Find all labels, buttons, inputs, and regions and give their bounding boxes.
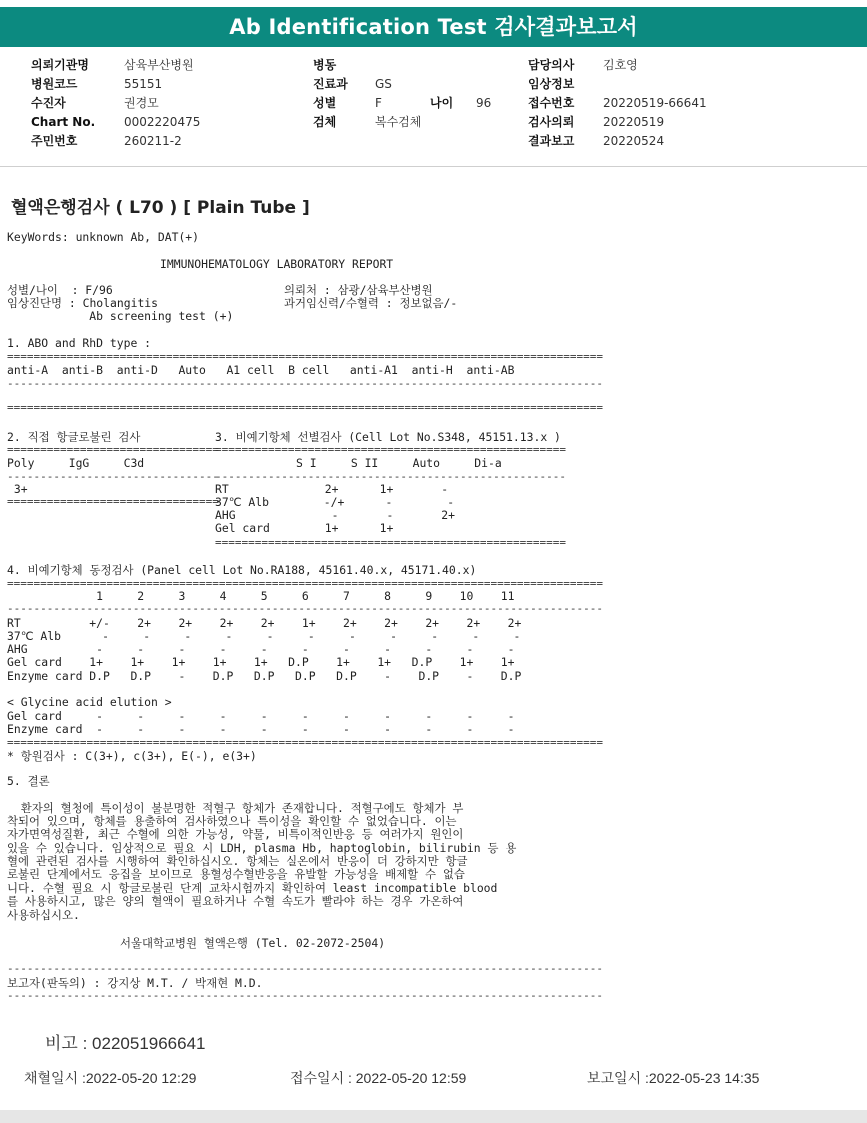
dat-values: 3+ [7, 482, 28, 496]
label-accession-no: 접수번호 [528, 96, 575, 110]
screen-row-gel: Gel card 1+ 1+ [215, 521, 394, 535]
diagnosis: 임상진단명 : Cholangitis [7, 296, 159, 310]
label-report-date: 결과보고 [528, 134, 575, 148]
label-specimen: 검체 [313, 115, 337, 129]
conclusion-line: 환자의 혈청에 특이성이 불분명한 적혈구 항체가 존재합니다. 적혈구에도 항체가 부 [7, 801, 464, 815]
collected-time: 채혈일시 :2022-05-20 12:29 [24, 1070, 197, 1086]
label-resident-no: 주민번호 [31, 134, 78, 148]
label-clinical-info: 임상정보 [528, 77, 575, 91]
conclusion-line: 있을 수 있습니다. 임상적으로 필요 시 LDH, plasma Hb, haptoglobin, bilirubin 등 용 [7, 841, 517, 855]
screen-rule: ===================================================== [215, 443, 566, 456]
conclusion-line: 착되어 있으며, 항체를 용출하여 검사하였으나 특이성을 확인할 수 없었습니다. 이는 [7, 814, 457, 828]
conclusion-line: 니다. 수혈 필요 시 항글로불린 단계 교차시험까지 확인하여 least incompatible blood [7, 881, 498, 895]
label-patient: 수진자 [31, 96, 66, 110]
received-time: 접수일시 : 2022-05-20 12:59 [290, 1070, 467, 1086]
remark-value: : 022051966641 [82, 1034, 206, 1053]
remark [45, 1029, 206, 1054]
reported-time: 보고일시 :2022-05-23 14:35 [587, 1070, 760, 1086]
value-request-date: 20220519 [603, 115, 665, 129]
reporter-rule: ------------------------------------------------------------------------------------------ [7, 962, 604, 975]
value-specimen: 복수검체 [375, 115, 422, 129]
report-title: IMMUNOHEMATOLOGY LABORATORY REPORT [160, 257, 394, 271]
screen-title: 3. 비예기항체 선별검사 (Cell Lot No.S348, 45151.13.x ) [215, 430, 561, 444]
label-chart-no: Chart No. [31, 115, 96, 129]
panel-rule: ========================================================================================== [7, 577, 604, 590]
dat-rule-3: ================================ [7, 495, 219, 508]
header-col-3 [528, 56, 707, 151]
panel-title: 4. 비예기항체 동정검사 (Panel cell Lot No.RA188, 45161.40.x, 45171.40.x) [7, 563, 477, 577]
conclusion-title: 5. 결론 [7, 774, 50, 788]
value-age: 96 [476, 96, 492, 110]
value-department: GS [375, 77, 392, 91]
conclusion-line: 사용하십시오. [7, 908, 80, 922]
value-doctor: 김호영 [603, 58, 638, 72]
diagnosis-2: Ab screening test (+) [7, 309, 234, 323]
value-report-date: 20220524 [603, 134, 665, 148]
label-institution: 의뢰기관명 [31, 58, 89, 72]
conclusion-line: 자가면역성질환, 최근 수혈에 의한 가능성, 약물, 비특이적인반응 등 여러가지 원인이 [7, 827, 464, 841]
dat-rule: ================================ [7, 443, 219, 456]
panel-rule-2: ------------------------------------------------------------------------------------------ [7, 602, 604, 615]
panel-row-rt: RT +/- 2+ 2+ 2+ 2+ 1+ 2+ 2+ 2+ 2+ 2+ [7, 616, 522, 630]
label-doctor: 담당의사 [528, 58, 575, 72]
conclusion-line: 를 사용하시고, 많은 양의 혈액이 필요하거나 수혈 속도가 빨라야 하는 경우 가온하여 [7, 894, 464, 908]
label-request-date: 검사의뢰 [528, 115, 575, 129]
sex-age: 성별/나이 : F/96 [7, 283, 113, 297]
abo-title: 1. ABO and RhD type : [7, 336, 152, 350]
screen-rule-2: ----------------------------------------------------- [215, 470, 566, 483]
screen-row-ahg: AHG - - 2+ [215, 508, 456, 522]
transfusion-history: 과거임신력/수혈력 : 정보없음/- [284, 296, 458, 310]
screen-header: S I S II Auto Di-a [296, 456, 502, 470]
screen-row-alb: 37℃ Alb -/+ - - [215, 495, 455, 509]
dat-header: Poly IgG C3d [7, 456, 145, 470]
requester: 의뢰처 : 삼광/삼육부산병원 [284, 283, 433, 297]
panel-row-gel: Gel card 1+ 1+ 1+ 1+ 1+ D.P 1+ 1+ D.P 1+ 1+ [7, 655, 515, 669]
abo-header: anti-A anti-B anti-D Auto A1 cell B cell anti-A1 anti-H anti-AB [7, 363, 515, 377]
glycine-title: < Glycine acid elution > [7, 695, 172, 709]
label-ward: 병동 [313, 58, 337, 72]
conclusion-line: 로불린 단계에서도 응집을 보이므로 용혈성수혈반응을 유발할 가능성을 배제할 수 없습 [7, 867, 465, 881]
label-department: 진료과 [313, 77, 348, 91]
label-age: 나이 [430, 96, 454, 110]
value-institution: 삼육부산병원 [124, 58, 194, 72]
reporter: 보고자(판독의) : 강지상 M.T. / 박재현 M.D. [7, 976, 263, 990]
panel-row-ahg: AHG - - - - - - - - - - - [7, 642, 515, 656]
label-hospital-code: 병원코드 [31, 77, 78, 91]
report-title-banner: Ab Identification Test 검사결과보고서 [0, 7, 867, 47]
header-divider [0, 166, 867, 167]
value-resident-no: 260211-2 [124, 134, 182, 148]
bottom-band [0, 1110, 867, 1123]
keywords: KeyWords: unknown Ab, DAT(+) [7, 230, 200, 244]
reporter-rule-2: ------------------------------------------------------------------------------------------ [7, 989, 604, 1002]
section-title: 혈액은행검사 ( L70 ) [ Plain Tube ] [11, 198, 310, 218]
header-col-2 [313, 56, 491, 132]
dash-rule: ------------------------------------------------------------------------------------------ [7, 377, 604, 390]
double-rule: ========================================================================================== [7, 350, 604, 363]
remark-label: 비고 [45, 1034, 78, 1053]
glycine-row-enzyme: Enzyme card - - - - - - - - - - - [7, 722, 515, 736]
panel-rule-3: ========================================================================================== [7, 736, 604, 749]
antigen-test: * 항원검사 : C(3+), c(3+), E(-), e(3+) [7, 749, 257, 763]
glycine-row-gel: Gel card - - - - - - - - - - - [7, 709, 515, 723]
screen-rule-3: ===================================================== [215, 536, 566, 549]
double-rule-2: ========================================================================================== [7, 401, 604, 414]
screen-row-rt: RT 2+ 1+ - [215, 482, 449, 496]
panel-row-enzyme: Enzyme card D.P D.P - D.P D.P D.P D.P - D.P - D.P [7, 669, 522, 683]
value-patient: 권경모 [124, 96, 159, 110]
label-sex: 성별 [313, 96, 337, 110]
value-accession-no: 20220519-66641 [603, 96, 707, 110]
panel-header: 1 2 3 4 5 6 7 8 9 10 11 [7, 589, 515, 603]
conclusion-line: 혈에 관련된 검사를 시행하여 확인하십시오. 항체는 실온에서 반응이 더 강하지만 항글 [7, 854, 468, 868]
value-sex: F [375, 96, 382, 110]
panel-row-alb: 37℃ Alb - - - - - - - - - - - [7, 629, 521, 643]
header-col-1 [31, 56, 200, 151]
dat-rule-2: -------------------------------- [7, 470, 219, 483]
hospital-contact: 서울대학교병원 혈액은행 (Tel. 02-2072-2504) [120, 936, 386, 950]
value-chart-no: 0002220475 [124, 115, 201, 129]
value-hospital-code: 55151 [124, 77, 163, 91]
dat-title: 2. 직접 항글로불린 검사 [7, 430, 141, 444]
